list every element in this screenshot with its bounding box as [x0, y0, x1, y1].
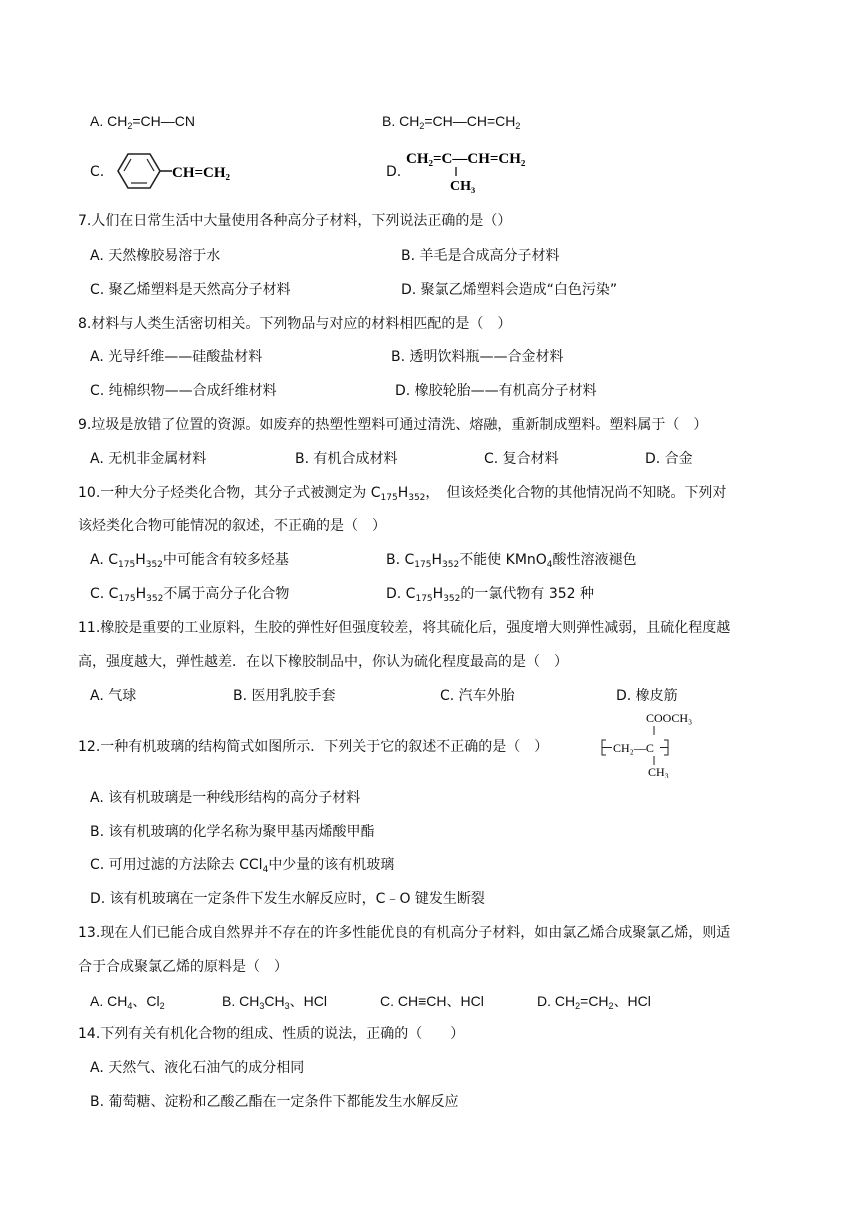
q8-stem: 8.材料与人类生活密切相关。下列物品与对应的材料相匹配的是（ ） [78, 316, 512, 332]
q13-option-b: B. $CH_3CH_3$、HCl [222, 993, 327, 1011]
q12-option-c: C. 可用过滤的方法除去 CCl$_4$中少量的该有机玻璃 [90, 857, 395, 875]
q7-stem: 7.人们在日常生活中大量使用各种高分子材料，下列说法正确的是（） [78, 213, 512, 229]
q10-stem-line2: 该烃类化合物可能情况的叙述，不正确的是（ ） [78, 518, 386, 534]
q10-option-a: A. $C_{175}H_{352}$中可能含有较多烃基 [90, 552, 289, 570]
q10-option-d: D. $C_{175}H_{352}$的一氯代物有 352 种 [386, 586, 594, 604]
q11-stem-line2: 高，强度越大，弹性越差．在以下橡胶制品中，你认为硫化程度最高的是（ ） [78, 654, 568, 670]
q7-option-d: D. 聚氯乙烯塑料会造成“白色污染” [401, 282, 618, 298]
q9-option-a: A. 无机非金属材料 [90, 451, 207, 467]
q6-option-a: A. $CH_2=CH—CN$ [90, 113, 195, 131]
q6-option-d-letter: D. [386, 164, 402, 180]
q14-option-b: B. 葡萄糖、淀粉和乙酸乙酯在一定条件下都能发生水解反应 [90, 1094, 459, 1110]
isoprene-methyl: CH₃ [450, 179, 476, 194]
q14-stem: 14.下列有关有机化合物的组成、性质的说法，正确的（ ） [78, 1026, 465, 1042]
q9-option-b: B. 有机合成材料 [295, 451, 398, 467]
styrene-structure [104, 146, 254, 196]
q8-option-a: A. 光导纤维——硅酸盐材料 [90, 349, 263, 365]
q10-stem-line1: 10.一种大分子烃类化合物，其分子式被测定为 $C_{175}H_{352}$， 但该烃类化合物的其他情况尚不知晓。下列对 [78, 485, 727, 503]
q11-stem-line1: 11.橡胶是重要的工业原料，生胶的弹性好但强度较差，将其硫化后，强度增大则弹性减弱，且硫化程度越 [78, 620, 731, 636]
q7-option-a: A. 天然橡胶易溶于水 [90, 248, 221, 264]
pmma-methyl: CH₃ [648, 765, 669, 778]
q8-option-b: B. 透明饮料瓶——合金材料 [391, 349, 564, 365]
isoprene-structure [404, 146, 574, 196]
q9-option-d: D. 合金 [645, 451, 693, 467]
q12-option-a: A. 该有机玻璃是一种线形结构的高分子材料 [90, 790, 361, 806]
q8-option-d: D. 橡胶轮胎——有机高分子材料 [395, 383, 597, 399]
q6-option-c-letter: C. [90, 164, 105, 180]
q13-stem-line2: 合于合成聚氯乙烯的原料是（ ） [78, 959, 288, 975]
q6-option-b: B. $CH_2=CH—CH=CH_2$ [382, 113, 521, 131]
q11-option-d: D. 橡皮筋 [616, 688, 678, 704]
q11-option-c: C. 汽车外胎 [440, 688, 515, 704]
q12-option-d: D. 该有机玻璃在一定条件下发生水解反应时，C﹣O 键发生断裂 [90, 891, 485, 907]
q12-option-b: B. 该有机玻璃的化学名称为聚甲基丙烯酸甲酯 [90, 824, 375, 840]
q8-option-c: C. 纯棉织物——合成纤维材料 [90, 383, 277, 399]
styrene-substituent: CH=CH₂ [172, 165, 231, 181]
q13-option-d: D. $CH_2=CH_2$、HCl [537, 993, 651, 1011]
q14-option-a: A. 天然气、液化石油气的成分相同 [90, 1060, 305, 1076]
q13-option-c: C. CH≡CH、HCl [380, 993, 484, 1009]
pmma-backbone: CH₂—C [613, 741, 654, 755]
q10-option-c: C. $C_{175}H_{352}$不属于高分子化合物 [90, 586, 290, 604]
q9-option-c: C. 复合材料 [484, 451, 559, 467]
q7-option-b: B. 羊毛是合成高分子材料 [401, 248, 560, 264]
q11-option-b: B. 医用乳胶手套 [233, 688, 336, 704]
q13-option-a: A. $CH_4$、$Cl_2$ [90, 993, 165, 1011]
pmma-structure [598, 708, 708, 778]
q12-stem: 12.一种有机玻璃的结构简式如图所示．下列关于它的叙述不正确的是（ ） [78, 739, 549, 755]
pmma-ester-group: COOCH₃ [646, 711, 693, 725]
q10-option-b: B. $C_{175}H_{352}$不能使 KMnO$_4$酸性溶液褪色 [386, 552, 637, 570]
q11-option-a: A. 气球 [90, 688, 137, 704]
q13-stem-line1: 13.现在人们已能合成自然界并不存在的许多性能优良的有机高分子材料，如由氯乙烯合成聚氯乙烯，则适 [78, 925, 731, 941]
q9-stem: 9.垃圾是放错了位置的资源。如废弃的热塑性塑料可通过清洗、熔融，重新制成塑料。塑料属于（ ） [78, 417, 708, 433]
isoprene-main: CH₂=C—CH=CH₂ [406, 151, 526, 167]
q7-option-c: C. 聚乙烯塑料是天然高分子材料 [90, 282, 291, 298]
